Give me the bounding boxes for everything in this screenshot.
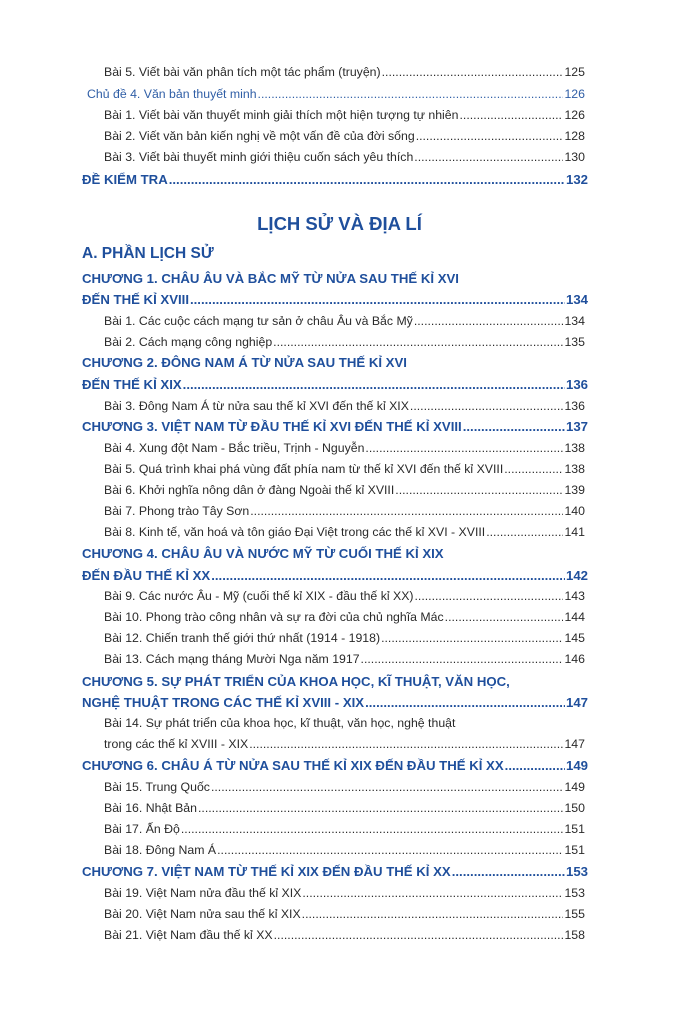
toc-entry-page: 143 — [564, 589, 585, 603]
toc-entry[interactable] — [104, 398, 585, 415]
toc-entry-page: 149 — [564, 780, 585, 794]
toc-entry[interactable] — [104, 779, 585, 796]
leader-dots — [416, 128, 564, 145]
leader-dots — [361, 651, 564, 668]
leader-dots — [486, 524, 563, 541]
toc-entry-title: Bài 3. Đông Nam Á từ nửa sau thế kỉ XVI đến thế kỉ XIX — [104, 399, 409, 413]
leader-dots — [258, 86, 564, 103]
leader-dots — [410, 398, 564, 415]
chapter-entry[interactable] — [82, 291, 588, 309]
toc-entry-page: 153 — [565, 864, 588, 879]
toc-entry-title: Chủ đề 4. Văn bản thuyết minh — [87, 87, 257, 101]
chapter-entry[interactable] — [82, 376, 588, 394]
part-title: A. PHẦN LỊCH SỬ — [82, 245, 214, 262]
leader-dots — [183, 376, 565, 394]
toc-exam-entry[interactable] — [82, 171, 588, 189]
chapter-title: CHƯƠNG 6. CHÂU Á TỪ NỬA SAU THẾ KỈ XIX ĐẾN ĐẦU THẾ KỈ XX — [82, 758, 504, 773]
toc-entry-page: 155 — [564, 907, 585, 921]
toc-entry-title: Bài 6. Khởi nghĩa nông dân ở đàng Ngoài thế kỉ XVIII — [104, 483, 395, 497]
leader-dots — [217, 842, 563, 859]
toc-entry-page: 126 — [564, 108, 585, 122]
toc-entry-page: 146 — [564, 652, 585, 666]
toc-entry-title: Bài 12. Chiến tranh thế giới thứ nhất (1914 - 1918) — [104, 631, 381, 645]
chapter-title-cont: ĐẾN THẾ KỈ XVIII — [82, 292, 189, 307]
toc-entry[interactable] — [104, 906, 585, 923]
chapter-title[interactable]: CHƯƠNG 1. CHÂU ÂU VÀ BẮC MỸ TỪ NỬA SAU THẾ KỈ XVI — [82, 271, 459, 286]
toc-entry[interactable] — [104, 107, 585, 124]
toc-entry-page: 139 — [564, 483, 585, 497]
leader-dots — [459, 107, 563, 124]
leader-dots — [250, 503, 563, 520]
chapter-entry[interactable] — [82, 863, 588, 881]
toc-entry-title: ĐỀ KIỂM TRA — [82, 172, 168, 187]
toc-entry[interactable] — [104, 588, 585, 605]
toc-entry[interactable] — [104, 885, 585, 902]
leader-dots — [463, 418, 565, 436]
toc-entry-title: Bài 5. Quá trình khai phá vùng đất phía nam từ thế kỉ XVI đến thế kỉ XVIII — [104, 462, 504, 476]
toc-entry-page: 153 — [564, 886, 585, 900]
chapter-title-cont: ĐẾN THẾ KỈ XIX — [82, 377, 182, 392]
toc-entry-page: 134 — [564, 314, 585, 328]
toc-entry-title: Bài 21. Việt Nam đầu thế kỉ XX — [104, 928, 273, 942]
chapter-entry[interactable] — [82, 567, 588, 585]
chapter-title-cont: ĐẾN ĐẦU THẾ KỈ XX — [82, 568, 211, 583]
toc-entry-page: 130 — [564, 150, 585, 164]
toc-entry-title: Bài 13. Cách mạng tháng Mười Nga năm 1917 — [104, 652, 360, 666]
toc-entry[interactable] — [104, 821, 585, 838]
leader-dots — [504, 461, 563, 478]
toc-entry-page: 136 — [565, 377, 588, 392]
leader-dots — [365, 694, 565, 712]
toc-entry-page: 147 — [564, 737, 585, 751]
leader-dots — [445, 609, 564, 626]
toc-entry-title: Bài 9. Các nước Âu - Mỹ (cuối thế kỉ XIX - đầu thế kỉ XX) — [104, 589, 414, 603]
toc-entry[interactable] — [104, 609, 585, 626]
toc-entry[interactable] — [104, 313, 585, 330]
toc-entry-page: 134 — [565, 292, 588, 307]
toc-entry-title: Bài 19. Việt Nam nửa đầu thế kỉ XIX — [104, 886, 302, 900]
toc-entry-page: 138 — [564, 441, 585, 455]
toc-entry[interactable] — [104, 630, 585, 647]
toc-entry[interactable] — [104, 503, 585, 520]
leader-dots — [211, 567, 565, 585]
leader-dots — [211, 779, 564, 796]
leader-dots — [273, 334, 563, 351]
leader-dots — [302, 885, 563, 902]
toc-entry[interactable] — [104, 800, 585, 817]
leader-dots — [274, 927, 564, 944]
toc-entry-page: 135 — [564, 335, 585, 349]
toc-entry[interactable] — [104, 334, 585, 351]
leader-dots — [382, 64, 564, 81]
toc-entry-page: 144 — [564, 610, 585, 624]
leader-dots — [169, 171, 565, 189]
leader-dots — [415, 588, 564, 605]
leader-dots — [190, 291, 565, 309]
section-title: LỊCH SỬ VÀ ĐỊA LÍ — [257, 213, 422, 234]
toc-entry-page: 128 — [564, 129, 585, 143]
toc-entry-page: 151 — [564, 822, 585, 836]
toc-entry-title-cont: trong các thế kỉ XVIII - XIX — [104, 737, 249, 751]
toc-entry[interactable] — [104, 64, 585, 81]
toc-entry-page: 125 — [564, 65, 585, 79]
toc-entry-page: 136 — [564, 399, 585, 413]
chapter-entry[interactable] — [82, 757, 588, 775]
leader-dots — [249, 736, 563, 753]
toc-entry-title: Bài 10. Phong trào công nhân và sự ra đời của chủ nghĩa Mác — [104, 610, 444, 624]
leader-dots — [302, 906, 564, 923]
chapter-entry[interactable] — [82, 418, 588, 436]
toc-entry-title: Bài 7. Phong trào Tây Sơn — [104, 504, 250, 518]
chapter-title-cont: NGHỆ THUẬT TRONG CÁC THẾ KỈ XVIII - XIX — [82, 695, 365, 710]
leader-dots — [452, 863, 565, 881]
toc-entry-title: Bài 1. Viết bài văn thuyết minh giải thích một hiện tượng tự nhiên — [104, 108, 459, 122]
toc-entry-title: Bài 16. Nhật Bản — [104, 801, 197, 815]
leader-dots — [414, 149, 563, 166]
chapter-title[interactable]: CHƯƠNG 5. SỰ PHÁT TRIỂN CỦA KHOA HỌC, KĨ THUẬT, VĂN HỌC, — [82, 674, 510, 689]
toc-entry-page: 150 — [564, 801, 585, 815]
leader-dots — [414, 313, 564, 330]
toc-entry-title: Bài 8. Kinh tế, văn hoá và tôn giáo Đại Việt trong các thế kỉ XVI - XVIII — [104, 525, 486, 539]
toc-entry-title[interactable]: Bài 14. Sự phát triển của khoa học, kĩ thuật, văn học, nghệ thuật — [104, 716, 456, 730]
toc-entry-title: Bài 2. Cách mạng công nghiệp — [104, 335, 273, 349]
toc-entry-title: Bài 2. Viết văn bản kiến nghị về một vấn đề của đời sống — [104, 129, 415, 143]
toc-entry-title: Bài 4. Xung đột Nam - Bắc triều, Trịnh - Nguyễn — [104, 441, 365, 455]
toc-entry[interactable] — [104, 482, 585, 499]
toc-entry-title: Bài 20. Việt Nam nửa sau thế kỉ XIX — [104, 907, 301, 921]
toc-entry[interactable] — [104, 149, 585, 166]
toc-entry-page: 147 — [565, 695, 588, 710]
toc-entry-page: 132 — [565, 172, 588, 187]
toc-entry[interactable] — [104, 842, 585, 859]
chapter-entry[interactable] — [82, 694, 588, 712]
toc-entry[interactable] — [104, 651, 585, 668]
toc-entry-page: 158 — [564, 928, 585, 942]
toc-entry-page: 137 — [565, 419, 588, 434]
toc-entry-page: 142 — [565, 568, 588, 583]
chapter-title: CHƯƠNG 3. VIỆT NAM TỪ ĐẦU THẾ KỈ XVI ĐẾN THẾ KỈ XVIII — [82, 419, 462, 434]
toc-entry[interactable] — [104, 524, 585, 541]
leader-dots — [365, 440, 563, 457]
leader-dots — [395, 482, 563, 499]
toc-entry[interactable] — [104, 927, 585, 944]
toc-entry[interactable] — [104, 736, 585, 753]
leader-dots — [198, 800, 563, 817]
toc-entry-title: Bài 17. Ấn Độ — [104, 822, 180, 836]
toc-entry-page: 145 — [564, 631, 585, 645]
toc-entry-title: Bài 18. Đông Nam Á — [104, 843, 217, 857]
toc-entry-title: Bài 15. Trung Quốc — [104, 780, 210, 794]
toc-entry-title: Bài 3. Viết bài thuyết minh giới thiệu cuốn sách yêu thích — [104, 150, 414, 164]
toc-entry-title: Bài 1. Các cuộc cách mạng tư sản ở châu Âu và Bắc Mỹ — [104, 314, 413, 328]
toc-entry-page: 138 — [564, 462, 585, 476]
toc-entry-page: 149 — [565, 758, 588, 773]
leader-dots — [181, 821, 564, 838]
toc-entry[interactable] — [104, 461, 585, 478]
chapter-title[interactable]: CHƯƠNG 4. CHÂU ÂU VÀ NƯỚC MỸ TỪ CUỐI THẾ KỈ XIX — [82, 546, 444, 561]
chapter-title[interactable]: CHƯƠNG 2. ĐÔNG NAM Á TỪ NỬA SAU THẾ KỈ XVI — [82, 355, 407, 370]
toc-entry-page: 151 — [564, 843, 585, 857]
toc-entry-page: 141 — [564, 525, 585, 539]
toc-entry[interactable] — [104, 128, 585, 145]
chapter-title: CHƯƠNG 7. VIỆT NAM TỪ THẾ KỈ XIX ĐẾN ĐẦU THẾ KỈ XX — [82, 864, 451, 879]
toc-entry[interactable] — [104, 440, 585, 457]
leader-dots — [381, 630, 563, 647]
leader-dots — [505, 757, 565, 775]
toc-entry-page: 126 — [564, 87, 585, 101]
toc-topic-entry[interactable] — [87, 86, 585, 103]
toc-entry-page: 140 — [564, 504, 585, 518]
toc-entry-title: Bài 5. Viết bài văn phân tích một tác phẩm (truyện) — [104, 65, 381, 79]
